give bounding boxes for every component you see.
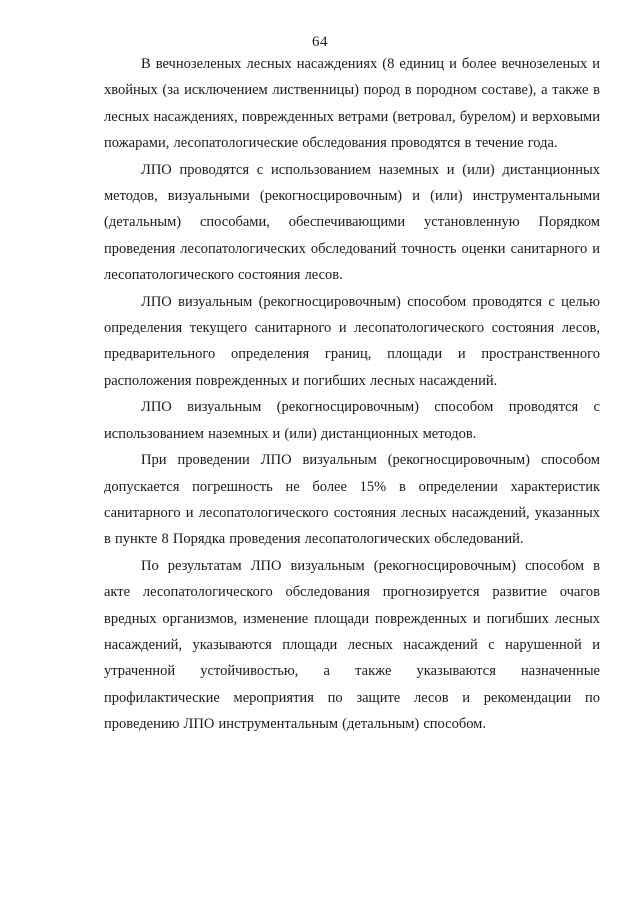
- page-number: 64: [312, 34, 328, 50]
- paragraph-visual-results: По результатам ЛПО визуальным (рекогносцировочным) способом в акте лесопатологического обследования прогнозируется развитие очагов вредных организмов, изменение площади поврежденных и погибших лесных насаждений, указываются площади лесных насаждений с нарушенной и утраченной устойчивостью, а также указываются назначенные профилактические мероприятия по защите лесов и рекомендации по проведению ЛПО инструментальным (детальным) способом.: [104, 557, 600, 733]
- paragraph-visual-purpose: ЛПО визуальным (рекогносцировочным) способом проводятся с целью определения текущего санитарного и лесопатологического состояния лесов, предварительного определения границ, площади и пространственного расположения поврежденных и погибших лесных насаждений.: [104, 293, 600, 389]
- paragraph-evergreen-stands: В вечнозеленых лесных насаждениях (8 единиц и более вечнозеленых и хвойных (за исключением лиственницы) пород в породном составе), а также в лесных насаждениях, поврежденных ветрами (ветровал, бурелом) и верховыми пожарами, лесопатологические обследования проводятся в течение года.: [104, 56, 600, 152]
- paragraph-visual-error: При проведении ЛПО визуальным (рекогносцировочным) способом допускается погрешность не более 15% в определении характеристик санитарного и лесопатологического состояния лесных насаждений, указанных в пункте 8 Порядка проведения лесопатологических обследований.: [104, 452, 600, 548]
- paragraph-lpo-methods: ЛПО проводятся с использованием наземных и (или) дистанционных методов, визуальными (рекогносцировочным) и (или) инструментальными (детальным) способами, обеспечивающими установленную Порядком проведения лесопатологических обследований точность оценки санитарного и лесопатологического состояния лесов.: [104, 161, 600, 284]
- document-body: [104, 51, 600, 738]
- paragraph-visual-methods: ЛПО визуальным (рекогносцировочным) способом проводятся с использованием наземных и (или) дистанционных методов.: [104, 399, 600, 442]
